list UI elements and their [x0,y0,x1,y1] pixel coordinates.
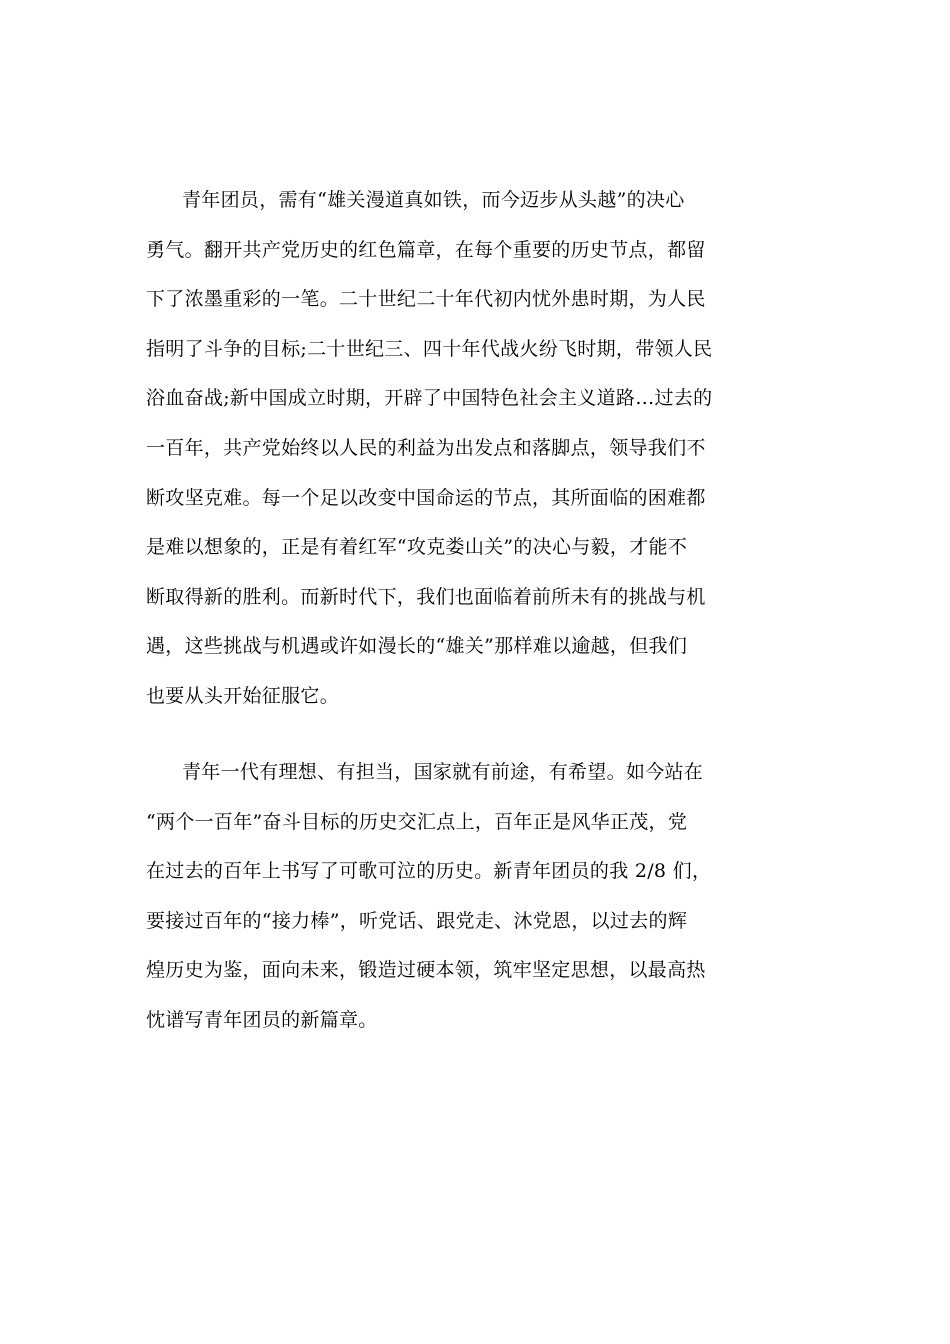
paragraph-line: 断攻坚克难。每一个足以改变中国命运的节点，其所面临的困难都 [146,486,706,509]
paragraph-line: 勇气。翻开共产党历史的红色篇章，在每个重要的历史节点，都留 [146,238,706,261]
paragraph-line: 指明了斗争的目标;二十世纪三、四十年代战火纷飞时期，带领人民 [146,337,713,360]
paragraph-line: 也要从头开始征服它。 [146,684,340,707]
paragraph-line: 青年一代有理想、有担当，国家就有前途，有希望。如今站在 [182,761,704,783]
paragraph-line: 是难以想象的，正是有着红军“攻克娄山关”的决心与毅，才能不 [146,536,688,559]
paragraph-line: “两个一百年”奋斗目标的历史交汇点上，百年正是风华正茂，党 [146,810,688,833]
paragraph-line: 一百年，共产党始终以人民的利益为出发点和落脚点，领导我们不 [146,436,706,459]
paragraph-line: 断取得新的胜利。而新时代下，我们也面临着前所未有的挑战与机 [146,585,706,608]
paragraph-line: 煌历史为鉴，面向未来，锻造过硬本领，筑牢坚定思想，以最高热 [146,959,706,982]
paragraph-line: 忱谱写青年团员的新篇章。 [146,1008,378,1031]
paragraph-line: 浴血奋战;新中国成立时期，开辟了中国特色社会主义道路…过去的 [146,387,713,410]
paragraph-1 [146,176,816,722]
paragraph-line: 下了浓墨重彩的一笔。二十世纪二十年代初内忧外患时期，为人民 [146,288,706,311]
paragraph-line: 遇，这些挑战与机遇或许如漫长的“雄关”那样难以逾越，但我们 [146,635,688,658]
paragraph-line: 要接过百年的“接力棒”，听党话、跟党走、沐党恩，以过去的辉 [146,909,688,932]
paragraph-2 [146,748,816,1046]
paragraph-line: 青年团员，需有“雄关漫道真如铁，而今迈步从头越”的决心 [182,189,685,211]
paragraph-line: 在过去的百年上书写了可歌可泣的历史。新青年团员的我 2/8 们， [146,860,712,883]
